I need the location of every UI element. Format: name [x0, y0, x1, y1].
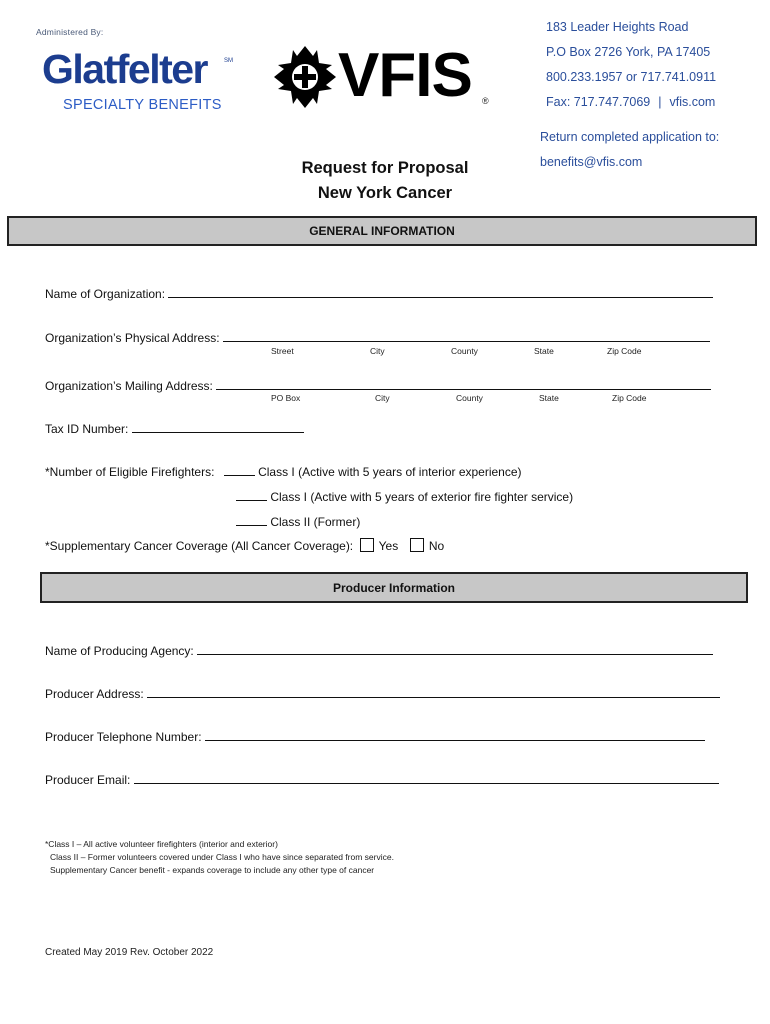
- class1-exterior-count-line[interactable]: [236, 488, 267, 501]
- class1-interior-label: Class I (Active with 5 years of interior experience): [258, 465, 522, 479]
- no-label: No: [428, 539, 445, 553]
- registered-mark: ®: [482, 96, 489, 106]
- no-checkbox[interactable]: [410, 538, 424, 552]
- footnote-class1: *Class I – All active volunteer firefighters (interior and exterior): [45, 839, 278, 849]
- physical-address-label: Organization’s Physical Address:: [45, 331, 220, 345]
- mailing-pobox-label: PO Box: [271, 393, 301, 403]
- glatfelter-logo-sm: SM: [224, 58, 233, 64]
- physical-zip-label: Zip Code: [607, 346, 642, 356]
- contact-phone: 800.233.1957 or 717.741.0911: [546, 70, 717, 84]
- physical-city-label: City: [370, 346, 385, 356]
- producer-information-heading: Producer Information: [40, 572, 748, 603]
- contact-address-line-1: 183 Leader Heights Road: [546, 20, 689, 34]
- producer-phone-label: Producer Telephone Number:: [45, 730, 202, 744]
- physical-state-label: State: [534, 346, 554, 356]
- vfis-logo: [272, 41, 494, 116]
- return-email-link[interactable]: benefits@vfis.com: [540, 155, 643, 169]
- producer-phone-field[interactable]: [45, 728, 705, 744]
- producing-agency-label: Name of Producing Agency:: [45, 644, 194, 658]
- mailing-address-field[interactable]: [45, 377, 711, 393]
- class2-count-line[interactable]: [236, 513, 267, 526]
- maltese-cross-icon: [272, 44, 338, 110]
- contact-fax: Fax: 717.747.7069: [546, 95, 651, 109]
- vfis-logo-name: VFIS: [338, 41, 472, 110]
- organization-name-label: Name of Organization:: [45, 287, 166, 301]
- contact-separator: |: [658, 95, 662, 109]
- producer-email-label: Producer Email:: [45, 773, 131, 787]
- producer-email-line[interactable]: [134, 771, 719, 784]
- mailing-address-label: Organization’s Mailing Address:: [45, 379, 213, 393]
- class1-exterior-label: Class I (Active with 5 years of exterior fire fighter service): [270, 490, 574, 504]
- eligible-firefighters-field[interactable]: [45, 463, 522, 479]
- mailing-address-line[interactable]: [216, 377, 711, 390]
- tax-id-label: Tax ID Number:: [45, 422, 129, 436]
- supplementary-coverage-label: *Supplementary Cancer Coverage (All Cancer Coverage):: [45, 539, 354, 553]
- mailing-state-label: State: [539, 393, 559, 403]
- yes-checkbox[interactable]: [360, 538, 374, 552]
- class1-exterior-field[interactable]: [236, 488, 573, 504]
- organization-name-field[interactable]: [45, 285, 713, 301]
- eligible-firefighters-label: *Number of Eligible Firefighters:: [45, 465, 215, 479]
- supplementary-coverage-field[interactable]: [45, 538, 444, 553]
- footnote-class2: Class II – Former volunteers covered under Class I who have since separated from service.: [50, 852, 394, 862]
- yes-label: Yes: [378, 539, 399, 553]
- producer-phone-line[interactable]: [205, 728, 705, 741]
- page-subtitle: New York Cancer: [317, 184, 453, 202]
- producer-address-field[interactable]: [45, 685, 720, 701]
- contact-website-link[interactable]: vfis.com: [669, 95, 716, 109]
- physical-street-label: Street: [271, 346, 294, 356]
- glatfelter-logo: [42, 46, 242, 116]
- contact-fax-website: [546, 95, 715, 109]
- producer-address-line[interactable]: [147, 685, 720, 698]
- footnote-supplementary: Supplementary Cancer benefit - expands coverage to include any other type of cancer: [50, 865, 375, 875]
- tax-id-field[interactable]: [45, 420, 304, 436]
- glatfelter-logo-name: Glatfelter: [42, 46, 207, 92]
- class1-interior-count-line[interactable]: [224, 463, 255, 476]
- producer-address-label: Producer Address:: [45, 687, 144, 701]
- organization-name-line[interactable]: [168, 285, 713, 298]
- page-title: Request for Proposal: [301, 159, 469, 177]
- return-label: Return completed application to:: [540, 130, 720, 144]
- physical-address-field[interactable]: [45, 329, 710, 345]
- tax-id-line[interactable]: [132, 420, 304, 433]
- physical-address-line[interactable]: [223, 329, 710, 342]
- contact-address-line-2: P.O Box 2726 York, PA 17405: [546, 45, 711, 59]
- producing-agency-field[interactable]: [45, 642, 713, 658]
- mailing-city-label: City: [375, 393, 390, 403]
- glatfelter-logo-subtitle: SPECIALTY BENEFITS: [63, 97, 222, 113]
- mailing-zip-label: Zip Code: [612, 393, 647, 403]
- general-information-heading: GENERAL INFORMATION: [7, 216, 757, 246]
- producer-email-field[interactable]: [45, 771, 719, 787]
- class2-field[interactable]: [236, 513, 360, 529]
- administered-by-label: Administered By:: [36, 27, 104, 37]
- physical-county-label: County: [451, 346, 478, 356]
- class2-label: Class II (Former): [270, 515, 361, 529]
- revision-date: Created May 2019 Rev. October 2022: [45, 947, 214, 958]
- mailing-county-label: County: [456, 393, 483, 403]
- producing-agency-line[interactable]: [197, 642, 713, 655]
